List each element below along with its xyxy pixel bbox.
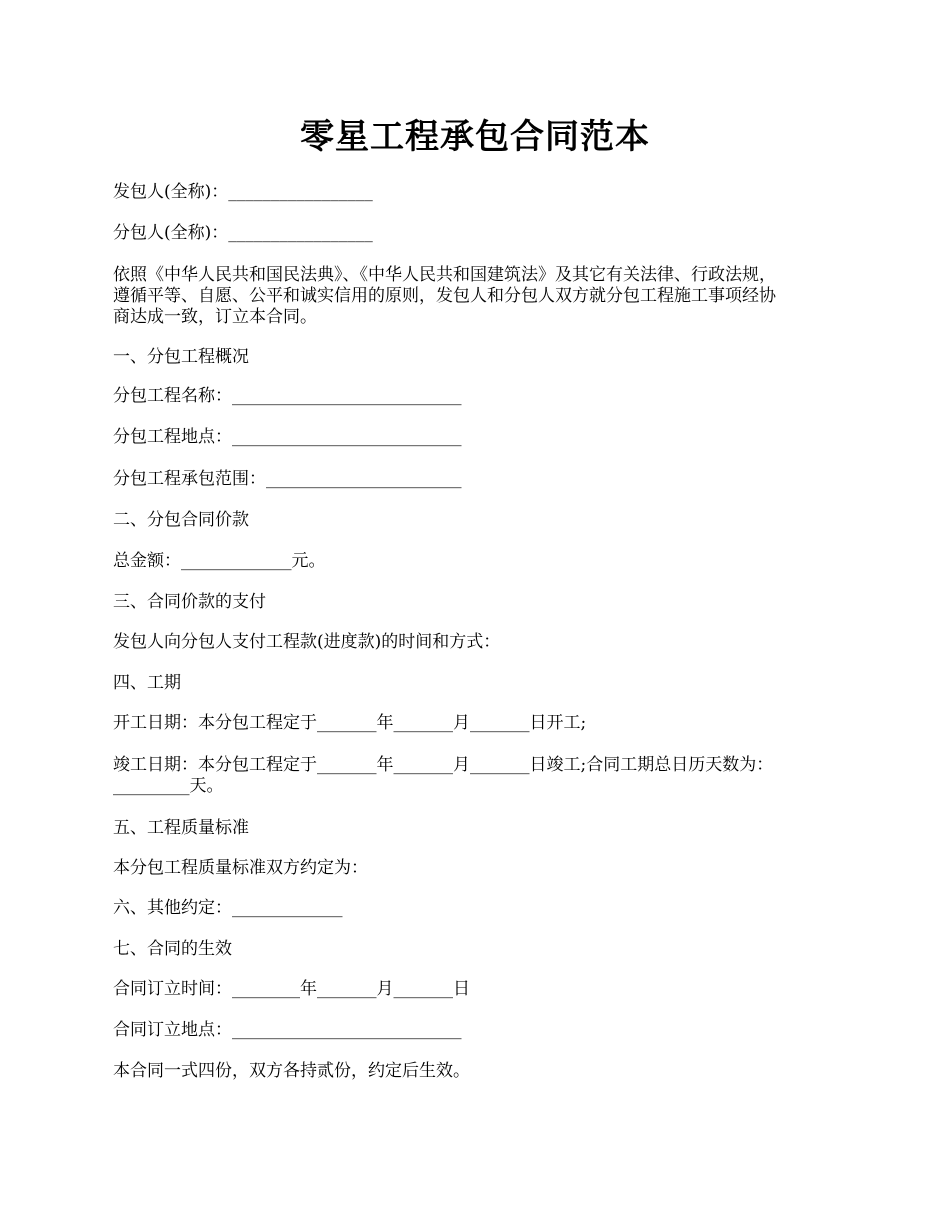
completion-date-paragraph	[113, 755, 858, 797]
intro-paragraph	[113, 265, 858, 328]
intro-line-2: 遵循平等、自愿、公平和诚实信用的原则，发包人和分包人双方就分包工程施工事项经协	[113, 286, 776, 306]
section-7-heading: 七、合同的生效	[113, 939, 232, 959]
payment-line: 发包人向分包人支付工程款(进度款)的时间和方式：	[113, 632, 501, 652]
project-location-line: 分包工程地点：___________________________	[113, 427, 462, 447]
completion-date-line-2: _________天。	[113, 776, 224, 796]
start-date-line: 开工日期：本分包工程定于_______年_______月_______日开工;	[113, 713, 587, 733]
document-title: 零星工程承包合同范本	[300, 117, 650, 157]
section-5-heading: 五、工程质量标准	[113, 818, 249, 838]
party-b-line: 分包人(全称)：_________________	[113, 223, 373, 243]
sign-place-line: 合同订立地点：___________________________	[113, 1020, 462, 1040]
completion-date-line-1: 竣工日期：本分包工程定于_______年_______月_______日竣工;合同工期总日历天数为：	[113, 755, 774, 775]
copies-line: 本合同一式四份，双方各持贰份，约定后生效。	[113, 1061, 470, 1081]
intro-line-1: 依照《中华人民共和国民法典》、《中华人民共和国建筑法》及其它有关法律、行政法规，	[113, 265, 776, 285]
intro-line-3: 商达成一致，订立本合同。	[113, 307, 317, 327]
project-scope-line: 分包工程承包范围：_______________________	[113, 469, 462, 489]
sign-time-line: 合同订立时间：________年_______月_______日	[113, 979, 470, 999]
total-amount-line: 总金额：_____________元。	[113, 551, 326, 571]
quality-line: 本分包工程质量标准双方约定为：	[113, 858, 368, 878]
section-3-heading: 三、合同价款的支付	[113, 592, 266, 612]
party-a-line: 发包人(全称)：_________________	[113, 182, 373, 202]
project-name-line: 分包工程名称：___________________________	[113, 386, 462, 406]
section-6-heading: 六、其他约定：_____________	[113, 898, 343, 918]
section-1-heading: 一、分包工程概况	[113, 347, 249, 367]
section-4-heading: 四、工期	[113, 673, 181, 693]
section-2-heading: 二、分包合同价款	[113, 510, 249, 530]
